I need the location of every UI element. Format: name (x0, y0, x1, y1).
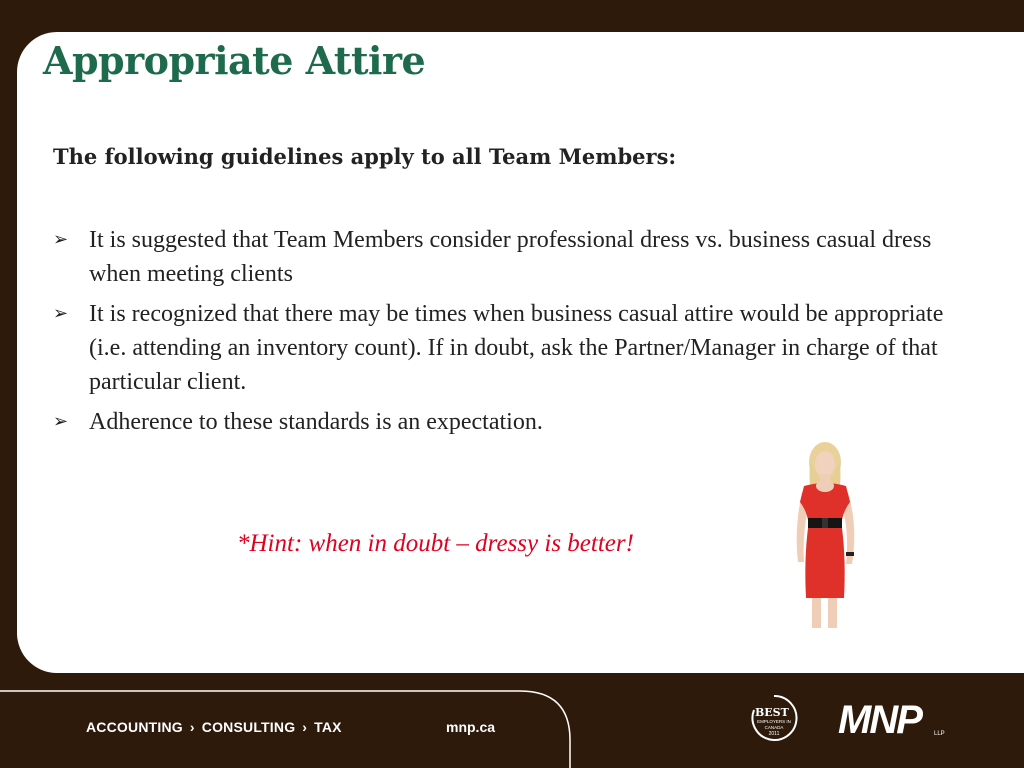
footer-services-nav (86, 719, 342, 735)
chevron-right-icon: › (302, 719, 308, 735)
footer-nav-consulting: CONSULTING (201, 719, 296, 735)
best-employers-logo (748, 692, 800, 748)
arrow-bullet-icon: ➢ (53, 303, 69, 324)
hint-text: *Hint: when in doubt – dressy is better! (237, 530, 634, 557)
guideline-list (53, 223, 963, 445)
list-item (53, 297, 963, 399)
list-item (53, 405, 963, 439)
footer-website: mnp.ca (446, 719, 496, 735)
arrow-bullet-icon: ➢ (53, 229, 69, 250)
award-title: BEST (755, 706, 789, 719)
bullet-text: Adherence to these standards is an expectation. (89, 409, 543, 435)
woman-in-red-dress-image (780, 440, 870, 632)
chevron-right-icon: › (189, 719, 195, 735)
intro-text: The following guidelines apply to all Team Members: (53, 144, 677, 169)
slide-title: Appropriate Attire (43, 38, 426, 83)
bullet-text: It is recognized that there may be times when business casual attire would be appropriate (i.e. attending an inventory count). If in doubt, ask the Partner/Manager in charge of that particular client. (89, 301, 944, 395)
list-item (53, 223, 963, 291)
footer-nav-tax: TAX (314, 719, 342, 735)
award-year: 2011 (768, 731, 780, 737)
footer-nav-accounting: ACCOUNTING (86, 719, 183, 735)
arrow-bullet-icon: ➢ (53, 411, 69, 432)
bullet-text: It is suggested that Team Members consider professional dress vs. business casual dress when meeting clients (89, 227, 932, 287)
award-subtitle: EMPLOYERS IN CANADA (757, 719, 791, 730)
mnp-logo: MNP (838, 698, 921, 742)
mnp-logo-suffix: LLP (934, 731, 945, 737)
